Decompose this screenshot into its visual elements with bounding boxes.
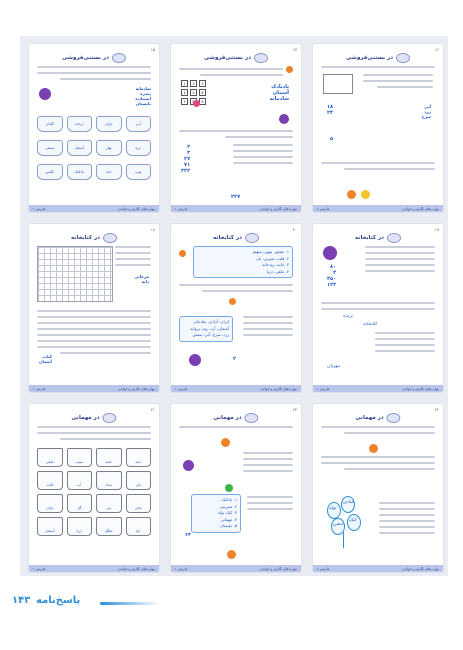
ice-cream-icon [112, 53, 126, 63]
handwritten-answer: مهربان [327, 364, 340, 369]
bag: کتاب [37, 471, 63, 490]
crossword-grid [37, 246, 113, 302]
bag: باغ [126, 517, 152, 536]
basket: دانه [96, 164, 122, 180]
exercise-icon [179, 250, 186, 257]
basket: کلاس [37, 164, 63, 180]
exercise-icon [229, 298, 236, 305]
page-number: ۲۲ [434, 407, 439, 412]
answer-key-title: پاسخ‌نامه [36, 595, 81, 606]
lightbulb-icon [361, 190, 370, 199]
page-number: ۱۸ [150, 227, 155, 232]
character-icon [279, 114, 289, 124]
total-answer: ۲۳۷ [231, 194, 241, 200]
number-answer: ۲ [233, 356, 237, 362]
book-page-number: ۱۴۳ [12, 595, 31, 606]
page-title: در بستنی‌فروشی [204, 53, 268, 63]
bag: خانه [96, 448, 122, 467]
basket: آبی [126, 116, 152, 132]
page-footer: مهارت‌های نگارش و خواندن فارسی ۱ [313, 385, 443, 392]
question-lines [365, 246, 435, 276]
question-lines [379, 502, 435, 538]
basket: دریا [126, 140, 152, 156]
text-lines [37, 66, 151, 84]
bag: مداد [96, 471, 122, 490]
basket: بادکنک [67, 164, 93, 180]
basket: بستنی [37, 140, 63, 156]
question-lines [321, 456, 435, 474]
text-lines [179, 68, 283, 80]
page-number: ۱۷ [292, 47, 297, 52]
page-number: ۲۳ [292, 407, 297, 412]
question-lines [375, 332, 435, 356]
number-answers: ۱۸ ۲۴ ۵ [327, 104, 334, 142]
basket: توپ [126, 164, 152, 180]
list-lines [233, 144, 293, 168]
exercise-icon [286, 66, 293, 73]
text-lines [37, 426, 151, 444]
decorative-wave [100, 602, 160, 605]
bag: دانه [126, 448, 152, 467]
page-thumbnail-2 [171, 44, 301, 212]
character-icon [189, 354, 201, 366]
page-number: ۲۰ [292, 227, 297, 232]
page-footer: مهارت‌های نگارش و خواندن فارسی ۱ [171, 205, 301, 212]
page-thumbnail-3 [313, 44, 443, 212]
basket: باران [96, 116, 122, 132]
basket: گلدان [37, 116, 63, 132]
page-number: ۱۵ [150, 47, 155, 52]
check-icon [225, 484, 233, 492]
page-title: در بستنی‌فروشی [62, 53, 126, 63]
basket-row-1 [37, 116, 151, 132]
page-thumbnail-9: ۲۲ در مهمانی تولد شادی جشن کیک مهارت‌های نگارش و خواندن فارسی ۱ [313, 404, 443, 572]
bag: باران [37, 494, 63, 513]
bag-grid [37, 448, 151, 536]
bag: مادر [126, 494, 152, 513]
page-footer: مهارت‌های نگارش و خواندن فارسی ۱ [171, 565, 301, 572]
text-lines [321, 426, 435, 438]
exercise-icon [227, 550, 236, 559]
exercise-icon [221, 438, 230, 447]
page-thumbnail-1 [29, 44, 159, 212]
text-lines [321, 302, 435, 314]
word-answers: کتاب آسمان [39, 354, 52, 364]
page-thumbnail-7 [29, 404, 159, 572]
page-thumbnail-4 [29, 224, 159, 392]
page-thumbnail-grid [20, 36, 448, 576]
bag: ماهی [37, 448, 63, 467]
page-footer: مهارت‌های نگارش و خواندن فارسی ۱ [29, 565, 159, 572]
book-icon [387, 233, 401, 243]
answer-words: بادبادک آسمان شادمانه [269, 84, 289, 102]
basket-row-3 [37, 164, 151, 180]
handwritten-answer: کتابخانه [363, 322, 378, 327]
bag: نان [126, 471, 152, 490]
bag: آسمان [37, 517, 63, 536]
page-number: ۱۹ [434, 227, 439, 232]
question-lines [243, 452, 293, 476]
number-answers: ۸۰ ۴ ۴۵۰ ۱۲۳ [327, 264, 337, 288]
bag: پدر [96, 494, 122, 513]
question-lines [363, 74, 433, 92]
basket: درخت [67, 116, 93, 132]
text-lines [321, 66, 435, 72]
ice-cream-icon [254, 53, 268, 63]
page-footer: مهارت‌های نگارش و خواندن فارسی ۱ [171, 385, 301, 392]
page-title: در کتابخانه [71, 233, 117, 243]
question-lines [243, 316, 293, 340]
character-icon [323, 246, 337, 260]
page-title: در بستنی‌فروشی [346, 53, 410, 63]
bag: جنگل [96, 517, 122, 536]
bag: سیب [67, 448, 93, 467]
character-icon [183, 460, 194, 471]
phone-icon [193, 100, 200, 107]
handwritten-answer: پرنده [343, 314, 353, 319]
book-icon [245, 233, 259, 243]
ice-cream-icon [396, 53, 410, 63]
clue-list [37, 310, 151, 358]
crossword-answers: مرغابی دانه [134, 274, 149, 284]
page-title: در مهمانی [355, 413, 400, 423]
bag: گل [67, 494, 93, 513]
word-list: شادمانه پنجره ایستادند تابستان [135, 86, 151, 106]
basket-row-2 [37, 140, 151, 156]
number-answers: ۲ ۳ ۲۷ ۷۱ ۳۲۲ [181, 144, 191, 174]
answer-box: ۱. بادکنک ۲. شیرینی ۳. کیک تولد ۴. مهمانی ۵. دوستان [191, 494, 241, 533]
page-title: در کتابخانه [213, 233, 259, 243]
text-lines [321, 162, 435, 174]
answer-box-2: ایران، آزادی، شادمان آسمان، آب، رود، پروانه زرد، سرخ، آبی، بنفش [179, 316, 233, 342]
page-number: ۲۱ [150, 407, 155, 412]
clue-lines [115, 246, 151, 270]
exercise-icon [347, 190, 356, 199]
number-answer: ۶۳ [185, 532, 192, 538]
gift-icon [245, 413, 259, 423]
basket: آسمان [67, 140, 93, 156]
word-answers: آبی زرد سرخ [421, 104, 431, 119]
question-lines [247, 496, 293, 514]
gift-icon [103, 413, 117, 423]
picture-box [323, 74, 353, 94]
bag: دریا [67, 517, 93, 536]
page-title: در کتابخانه [355, 233, 401, 243]
text-lines [179, 426, 293, 432]
page-footer: مهارت‌های نگارش و خواندن فارسی ۱ [29, 385, 159, 392]
page-number: ۱۶ [434, 47, 439, 52]
number-keypad: 1 2 3 4 5 6 7 9 [181, 80, 206, 105]
balloon-string [343, 532, 344, 548]
page-title: در مهمانی [71, 413, 116, 423]
book-icon [103, 233, 117, 243]
page-thumbnail-5 [171, 224, 301, 392]
answer-key-sheet [20, 36, 448, 576]
bag: آب [67, 471, 93, 490]
basket: بهار [96, 140, 122, 156]
text-lines [179, 284, 293, 296]
page-footer: مهارت‌های نگارش و خواندن فارسی ۱ [29, 205, 159, 212]
gift-icon [387, 413, 401, 423]
exercise-icon [369, 444, 378, 453]
page-footer: مهارت‌های نگارش و خواندن فارسی ۱ [313, 205, 443, 212]
answer-box-1: ۱. عشق، میهن، میهنم ۲. قلب، شیرین، نان ۳. خانه، رودخانه ۴. ماهی، دریا [193, 246, 293, 278]
page-title: در مهمانی [213, 413, 258, 423]
character-icon [39, 88, 51, 100]
text-lines [179, 130, 293, 142]
page-footer: مهارت‌های نگارش و خواندن فارسی ۱ [313, 565, 443, 572]
page-thumbnail-6 [313, 224, 443, 392]
page-thumbnail-8 [171, 404, 301, 572]
